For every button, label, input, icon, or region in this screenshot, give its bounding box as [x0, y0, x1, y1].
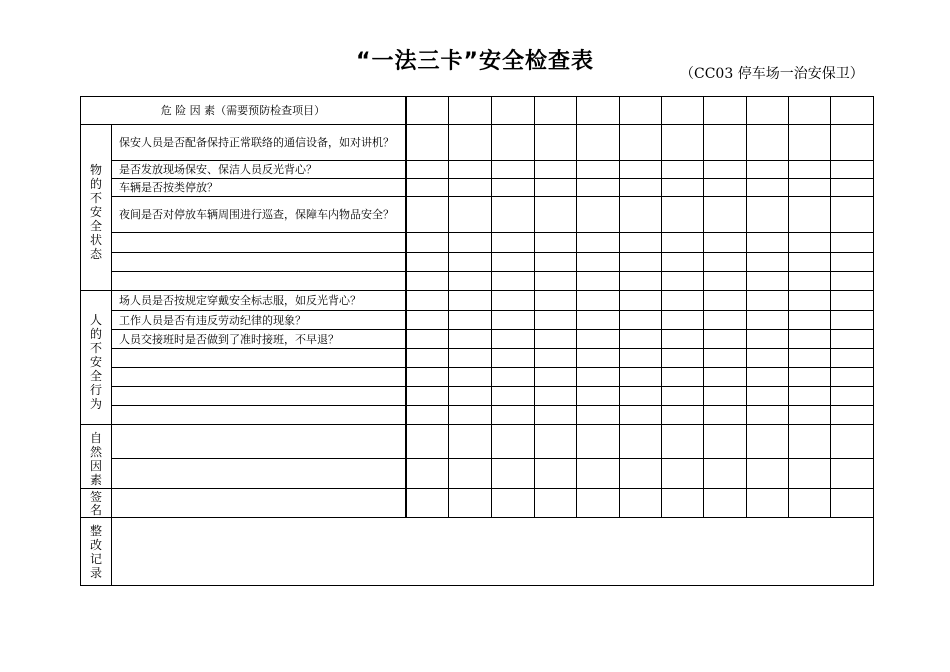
check-cell[interactable] — [449, 425, 492, 459]
check-cell[interactable] — [619, 291, 661, 311]
check-cell[interactable] — [746, 406, 788, 425]
check-cell[interactable] — [661, 425, 703, 459]
category-label: 自然因素 — [90, 431, 103, 487]
check-cell[interactable] — [746, 272, 788, 291]
check-cell[interactable] — [534, 459, 576, 489]
check-cell[interactable] — [492, 311, 534, 330]
rectification-label: 整改记录 — [90, 524, 103, 580]
hazard-header: 危 险 因 素（需要预防检查项目） — [81, 97, 406, 125]
check-cell[interactable] — [534, 330, 576, 349]
check-cell[interactable] — [534, 233, 576, 253]
form-code: （CC03 停车场一治安保卫） — [680, 66, 864, 82]
check-cell[interactable] — [830, 197, 873, 233]
check-cell[interactable] — [746, 368, 788, 387]
check-cell[interactable] — [406, 253, 449, 272]
table-row — [81, 161, 874, 179]
check-cell[interactable] — [492, 253, 534, 272]
check-cell[interactable] — [830, 233, 873, 253]
check-cell[interactable] — [619, 425, 661, 459]
check-cell[interactable] — [576, 311, 619, 330]
category-label: 物的不安全状态 — [90, 163, 103, 261]
table-row — [81, 387, 874, 406]
check-cell[interactable] — [492, 368, 534, 387]
check-cell[interactable] — [830, 125, 873, 161]
check-cell[interactable] — [830, 349, 873, 368]
check-cell[interactable] — [576, 330, 619, 349]
check-cell[interactable] — [406, 97, 449, 125]
check-cell[interactable] — [406, 197, 449, 233]
check-cell[interactable] — [703, 330, 746, 349]
hazard-item: 车辆是否按类停放？ — [112, 179, 406, 197]
check-cell[interactable] — [449, 311, 492, 330]
check-cell[interactable] — [406, 349, 449, 368]
check-cell[interactable] — [449, 387, 492, 406]
check-cell[interactable] — [534, 349, 576, 368]
check-cell[interactable] — [703, 311, 746, 330]
check-cell[interactable] — [746, 161, 788, 179]
check-cell[interactable] — [449, 368, 492, 387]
check-cell[interactable] — [492, 425, 534, 459]
check-cell[interactable] — [619, 330, 661, 349]
check-cell[interactable] — [534, 387, 576, 406]
hazard-item — [112, 233, 406, 253]
signature-cell — [81, 489, 112, 518]
check-cell[interactable] — [492, 179, 534, 197]
check-cell[interactable] — [406, 459, 449, 489]
check-cell[interactable] — [788, 406, 830, 425]
check-cell[interactable] — [619, 197, 661, 233]
check-cell[interactable] — [661, 272, 703, 291]
check-cell[interactable] — [619, 349, 661, 368]
check-cell[interactable] — [703, 97, 746, 125]
check-cell[interactable] — [406, 368, 449, 387]
check-cell[interactable] — [661, 330, 703, 349]
check-cell[interactable] — [406, 330, 449, 349]
hazard-item — [112, 459, 406, 489]
hazard-item: 场人员是否按规定穿戴安全标志服，如反光背心？ — [112, 291, 406, 311]
hazard-item: 是否发放现场保安、保洁人员反光背心？ — [112, 161, 406, 179]
category-label: 人的不安全行为 — [90, 313, 103, 411]
check-cell[interactable] — [788, 425, 830, 459]
table-row — [81, 368, 874, 387]
check-cell[interactable] — [492, 125, 534, 161]
check-cell[interactable] — [406, 387, 449, 406]
category-cell — [81, 291, 112, 425]
table-row — [81, 459, 874, 489]
check-cell[interactable] — [788, 459, 830, 489]
check-cell[interactable] — [576, 368, 619, 387]
check-cell[interactable] — [619, 253, 661, 272]
check-cell[interactable] — [788, 272, 830, 291]
check-cell[interactable] — [449, 161, 492, 179]
check-cell[interactable] — [619, 387, 661, 406]
hazard-item — [112, 406, 406, 425]
check-cell[interactable] — [788, 311, 830, 330]
table-row — [81, 349, 874, 368]
hazard-item: 夜间是否对停放车辆周围进行巡查，保障车内物品安全？ — [112, 197, 406, 233]
check-cell[interactable] — [619, 368, 661, 387]
category-cell — [81, 425, 112, 489]
check-cell[interactable] — [703, 425, 746, 459]
check-cell[interactable] — [576, 349, 619, 368]
check-cell[interactable] — [576, 272, 619, 291]
check-cell[interactable] — [534, 272, 576, 291]
table-row — [81, 291, 874, 311]
check-cell[interactable] — [492, 349, 534, 368]
check-cell[interactable] — [406, 233, 449, 253]
check-cell[interactable] — [619, 272, 661, 291]
check-cell[interactable] — [703, 291, 746, 311]
check-cell[interactable] — [788, 97, 830, 125]
hazard-item — [112, 368, 406, 387]
table-row — [81, 125, 874, 161]
check-cell[interactable] — [576, 489, 619, 518]
table-row — [81, 406, 874, 425]
check-cell[interactable] — [576, 425, 619, 459]
check-cell[interactable] — [534, 97, 576, 125]
check-cell[interactable] — [449, 197, 492, 233]
check-cell[interactable] — [703, 387, 746, 406]
check-cell[interactable] — [746, 97, 788, 125]
check-cell[interactable] — [534, 311, 576, 330]
check-cell[interactable] — [703, 179, 746, 197]
check-cell[interactable] — [449, 233, 492, 253]
check-cell[interactable] — [619, 125, 661, 161]
check-cell[interactable] — [746, 349, 788, 368]
check-cell[interactable] — [534, 161, 576, 179]
check-cell[interactable] — [830, 387, 873, 406]
table-row — [81, 233, 874, 253]
check-cell[interactable] — [449, 406, 492, 425]
hazard-item — [112, 272, 406, 291]
check-cell[interactable] — [830, 291, 873, 311]
check-cell[interactable] — [492, 459, 534, 489]
check-cell[interactable] — [492, 387, 534, 406]
check-cell[interactable] — [746, 197, 788, 233]
hazard-item: 人员交接班时是否做到了准时接班，不早退？ — [112, 330, 406, 349]
table-row — [81, 330, 874, 349]
hazard-item: 保安人员是否配备保持正常联络的通信设备，如对讲机？ — [112, 125, 406, 161]
check-cell[interactable] — [534, 406, 576, 425]
check-cell[interactable] — [576, 125, 619, 161]
category-cell — [81, 125, 112, 291]
check-cell[interactable] — [661, 97, 703, 125]
check-cell[interactable] — [449, 349, 492, 368]
check-cell[interactable] — [576, 406, 619, 425]
check-cell[interactable] — [830, 161, 873, 179]
check-cell[interactable] — [661, 125, 703, 161]
check-cell[interactable] — [703, 368, 746, 387]
check-cell[interactable] — [576, 179, 619, 197]
check-cell[interactable] — [534, 489, 576, 518]
check-cell[interactable] — [449, 97, 492, 125]
check-cell[interactable] — [746, 291, 788, 311]
signature-field[interactable] — [112, 489, 406, 518]
check-cell[interactable] — [661, 179, 703, 197]
table-row — [81, 311, 874, 330]
check-cell[interactable] — [788, 125, 830, 161]
check-cell[interactable] — [406, 161, 449, 179]
check-cell[interactable] — [661, 197, 703, 233]
check-cell[interactable] — [746, 311, 788, 330]
check-cell[interactable] — [746, 179, 788, 197]
check-cell[interactable] — [406, 311, 449, 330]
check-cell[interactable] — [661, 387, 703, 406]
check-cell[interactable] — [449, 489, 492, 518]
check-cell[interactable] — [576, 387, 619, 406]
check-cell[interactable] — [830, 97, 873, 125]
hazard-item — [112, 349, 406, 368]
check-cell[interactable] — [492, 197, 534, 233]
check-cell[interactable] — [830, 406, 873, 425]
check-cell[interactable] — [619, 97, 661, 125]
check-cell[interactable] — [788, 161, 830, 179]
check-cell[interactable] — [661, 349, 703, 368]
check-cell[interactable] — [406, 406, 449, 425]
check-cell[interactable] — [619, 406, 661, 425]
check-cell[interactable] — [703, 197, 746, 233]
table-row — [81, 179, 874, 197]
check-cell[interactable] — [703, 349, 746, 368]
check-cell[interactable] — [534, 425, 576, 459]
check-cell[interactable] — [788, 197, 830, 233]
hazard-item — [112, 253, 406, 272]
check-cell[interactable] — [661, 368, 703, 387]
table-row — [81, 425, 874, 459]
safety-check-table — [80, 96, 874, 586]
signature-label: 签名 — [90, 490, 103, 517]
check-cell[interactable] — [661, 233, 703, 253]
check-cell[interactable] — [406, 425, 449, 459]
check-cell[interactable] — [492, 489, 534, 518]
check-cell[interactable] — [830, 330, 873, 349]
check-cell[interactable] — [746, 233, 788, 253]
check-cell[interactable] — [492, 97, 534, 125]
check-cell[interactable] — [406, 291, 449, 311]
check-cell[interactable] — [788, 349, 830, 368]
check-cell[interactable] — [576, 459, 619, 489]
check-cell[interactable] — [492, 161, 534, 179]
check-cell[interactable] — [492, 406, 534, 425]
check-cell[interactable] — [703, 233, 746, 253]
check-cell[interactable] — [534, 291, 576, 311]
check-cell[interactable] — [830, 179, 873, 197]
check-cell[interactable] — [703, 161, 746, 179]
check-cell[interactable] — [449, 179, 492, 197]
check-cell[interactable] — [449, 459, 492, 489]
check-cell[interactable] — [788, 330, 830, 349]
check-cell[interactable] — [830, 459, 873, 489]
check-cell[interactable] — [406, 272, 449, 291]
check-cell[interactable] — [788, 253, 830, 272]
check-cell[interactable] — [449, 253, 492, 272]
rectification-cell — [81, 518, 112, 586]
check-cell[interactable] — [830, 272, 873, 291]
check-cell[interactable] — [830, 311, 873, 330]
check-cell[interactable] — [703, 253, 746, 272]
check-cell[interactable] — [449, 272, 492, 291]
check-cell[interactable] — [576, 161, 619, 179]
check-cell[interactable] — [449, 125, 492, 161]
check-cell[interactable] — [576, 253, 619, 272]
check-cell[interactable] — [619, 311, 661, 330]
check-cell[interactable] — [492, 291, 534, 311]
check-cell[interactable] — [576, 233, 619, 253]
check-cell[interactable] — [534, 197, 576, 233]
check-cell[interactable] — [661, 459, 703, 489]
check-cell[interactable] — [788, 489, 830, 518]
check-cell[interactable] — [703, 459, 746, 489]
check-cell[interactable] — [661, 291, 703, 311]
check-cell[interactable] — [788, 233, 830, 253]
check-cell[interactable] — [619, 161, 661, 179]
check-cell[interactable] — [830, 489, 873, 518]
check-cell[interactable] — [703, 406, 746, 425]
check-cell[interactable] — [576, 197, 619, 233]
check-cell[interactable] — [788, 179, 830, 197]
check-cell[interactable] — [449, 291, 492, 311]
page-title: “一法三卡”安全检查表 — [356, 49, 594, 74]
check-cell[interactable] — [492, 233, 534, 253]
check-cell[interactable] — [534, 125, 576, 161]
check-cell[interactable] — [534, 253, 576, 272]
check-cell[interactable] — [661, 161, 703, 179]
check-cell[interactable] — [406, 125, 449, 161]
check-cell[interactable] — [661, 311, 703, 330]
check-cell[interactable] — [830, 425, 873, 459]
check-cell[interactable] — [703, 272, 746, 291]
check-cell[interactable] — [534, 179, 576, 197]
check-cell[interactable] — [703, 125, 746, 161]
check-cell[interactable] — [619, 489, 661, 518]
hazard-item — [112, 387, 406, 406]
check-cell[interactable] — [746, 330, 788, 349]
check-cell[interactable] — [492, 330, 534, 349]
rectification-field[interactable] — [112, 518, 874, 586]
check-cell[interactable] — [661, 489, 703, 518]
check-cell[interactable] — [746, 459, 788, 489]
check-cell[interactable] — [788, 291, 830, 311]
check-cell[interactable] — [406, 489, 449, 518]
check-cell[interactable] — [830, 253, 873, 272]
table-row — [81, 272, 874, 291]
check-cell[interactable] — [788, 387, 830, 406]
table-row — [81, 253, 874, 272]
check-cell[interactable] — [661, 253, 703, 272]
check-cell[interactable] — [449, 330, 492, 349]
check-cell[interactable] — [788, 368, 830, 387]
check-cell[interactable] — [746, 387, 788, 406]
check-cell[interactable] — [830, 368, 873, 387]
check-cell[interactable] — [746, 489, 788, 518]
check-cell[interactable] — [619, 233, 661, 253]
check-cell[interactable] — [576, 291, 619, 311]
hazard-item: 工作人员是否有违反劳动纪律的现象？ — [112, 311, 406, 330]
check-cell[interactable] — [576, 97, 619, 125]
check-cell[interactable] — [406, 179, 449, 197]
check-cell[interactable] — [619, 179, 661, 197]
check-cell[interactable] — [492, 272, 534, 291]
check-cell[interactable] — [534, 368, 576, 387]
check-cell[interactable] — [703, 489, 746, 518]
check-cell[interactable] — [746, 125, 788, 161]
check-cell[interactable] — [619, 459, 661, 489]
table-row — [81, 197, 874, 233]
check-cell[interactable] — [746, 253, 788, 272]
check-cell[interactable] — [661, 406, 703, 425]
hazard-item — [112, 425, 406, 459]
check-cell[interactable] — [746, 425, 788, 459]
